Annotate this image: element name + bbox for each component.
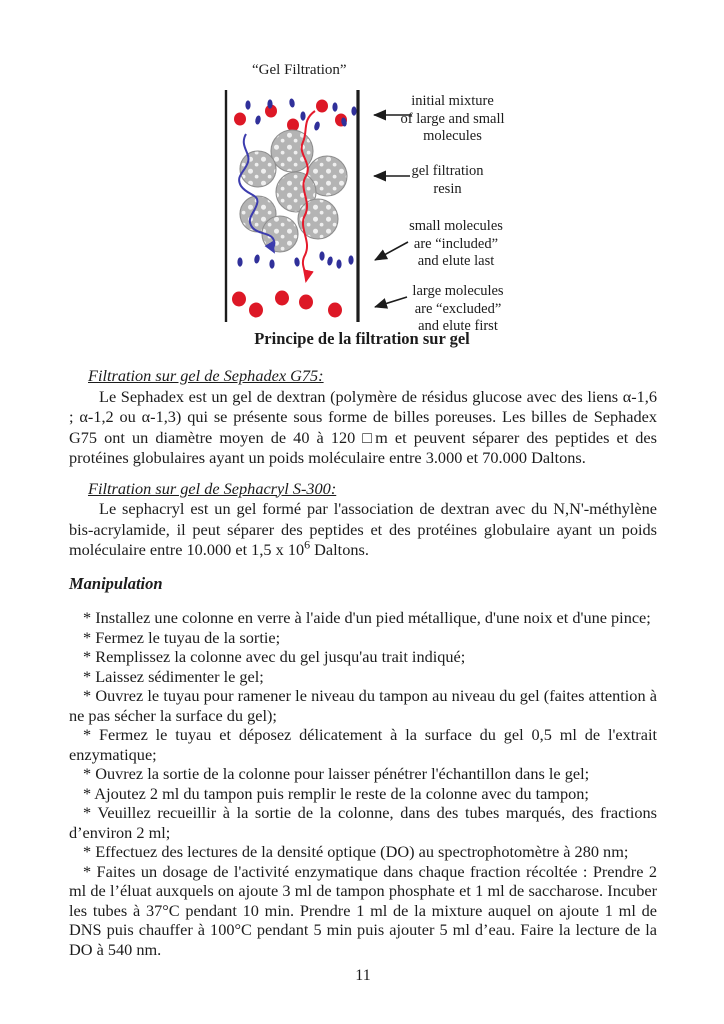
paragraph-sephacryl xyxy=(69,499,657,561)
step-item: * Ajoutez 2 ml du tampon puis remplir le reste de la colonne avec du tampon; xyxy=(83,783,589,803)
page-number: 11 xyxy=(355,967,371,984)
gel-filtration-figure xyxy=(0,0,724,352)
initial-mixture-molecules xyxy=(234,98,357,131)
manipulation-heading: Manipulation xyxy=(69,573,163,593)
figure-title: “Gel Filtration” xyxy=(252,62,347,78)
step-item: * Fermez le tuyau de la sortie; xyxy=(83,627,281,647)
section-heading-sephacryl: Filtration sur gel de Sephacryl S-300: xyxy=(88,478,337,498)
step-item: * Veuillez recueillir à la sortie de la colonne, dans des tubes marqués, des fractions d’environ 2 ml; xyxy=(69,803,657,842)
included-small-molecules xyxy=(237,251,353,268)
paragraph-sephacryl-text: Le sephacryl est un gel formé par l'association de dextran avec du N,N'-méthylène bis-acrylamide, il peut séparer des peptides et des protéines globulaire ayant un poids moléculaire entre 10.000 et 1,5 x 10 xyxy=(69,499,657,559)
label-small-molecules: small molecules are “included” and elute last xyxy=(409,218,503,269)
label-initial-mixture: initial mixture of large and small molecules xyxy=(400,93,505,144)
step-item: * Installez une colonne en verre à l'aide d'un pied métallique, d'une noix et d'une pince; xyxy=(83,608,651,627)
step-item: * Effectuez des lectures de la densité optique (DO) au spectrophotomètre à 280 nm; xyxy=(83,842,629,861)
excluded-large-molecules xyxy=(232,291,342,318)
document-body xyxy=(69,366,657,987)
step-item: * Fermez le tuyau et déposez délicatement à la surface du gel 0,5 ml de l'extrait enzymatique; xyxy=(69,725,657,764)
label-gel-filtration-resin: gel filtration resin xyxy=(411,163,484,197)
exponent: 6 xyxy=(304,537,311,552)
gel-resin-beads xyxy=(240,130,347,252)
paragraph-sephadex: Le Sephadex est un gel de dextran (polymère de résidus glucose avec des liens α-1,6 ; α-1,2 ou α-1,3) qui se présente sous forme de billes poreuses. Les billes de Sephadex G75 ont un diamètre moyen de 40 à 120 □m et peuvent séparer des peptides et des protéines globulaires ayant un poids moléculaire entre 3.000 et 70.000 Daltons. xyxy=(69,386,657,467)
step-item: * Ouvrez le tuyau pour ramener le niveau du tampon au niveau du gel (faites attention à ne pas sécher la surface du gel); xyxy=(69,686,657,725)
step-item: * Remplissez la colonne avec du gel jusqu'au trait indiqué; xyxy=(83,647,466,666)
figure-caption: Principe de la filtration sur gel xyxy=(254,329,470,348)
section-heading-sephadex: Filtration sur gel de Sephadex G75: xyxy=(88,366,324,385)
gel-filtration-diagram xyxy=(0,0,724,352)
procedure-steps xyxy=(69,608,657,959)
step-item: * Faites un dosage de l'activité enzymatique dans chaque fraction récoltée : Prendre 2 ml de l’éluat auxquels on ajoute 3 ml de tampon phosphate et 1 ml de saccharose. Incuber les tubes à 37°C pendant 10 min. Prendre 1 ml de la mixture auquel on ajoute 1 ml de DNS puis chauffer à 100°C pendant 5 min puis ajouter 5 ml d’eau. Faire la lecture de la DO à 540 nm. xyxy=(69,861,657,959)
step-item: * Ouvrez la sortie de la colonne pour laisser pénétrer l'échantillon dans le gel; xyxy=(83,764,590,783)
label-large-molecules: large molecules are “excluded” and elute first xyxy=(412,283,504,334)
step-item: * Laissez sédimenter le gel; xyxy=(83,666,264,686)
paragraph-sephacryl-tail: Daltons. xyxy=(310,540,369,559)
